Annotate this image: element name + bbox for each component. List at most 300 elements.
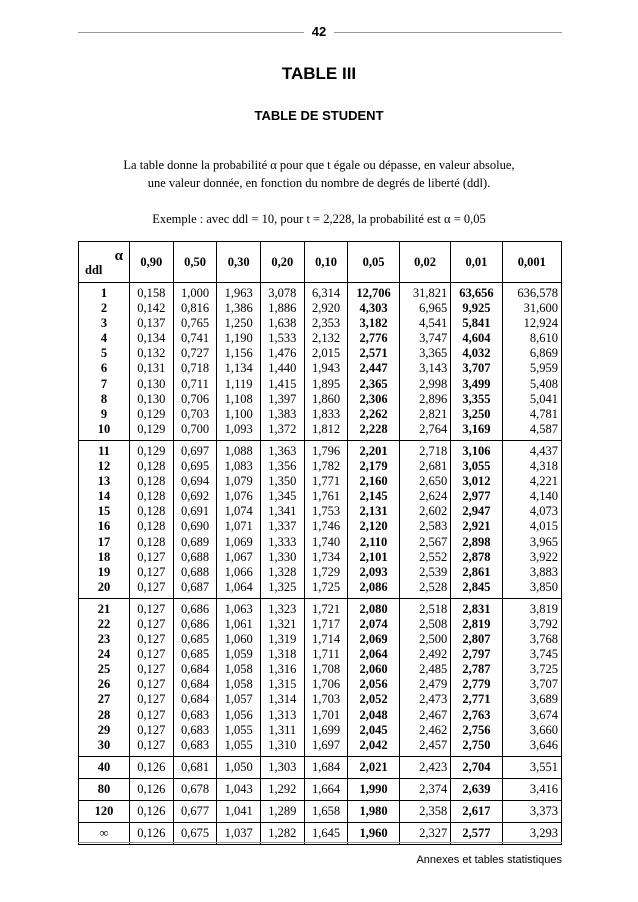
value-cell bbox=[502, 778, 561, 800]
table-value: 6,965 bbox=[419, 301, 448, 316]
value-cell bbox=[348, 801, 399, 823]
table-value: 0,689 bbox=[180, 534, 210, 549]
value-cell bbox=[261, 756, 305, 778]
table-value: 2,101 bbox=[359, 549, 388, 564]
table-value: 8,610 bbox=[529, 331, 558, 346]
page-subtitle: TABLE DE STUDENT bbox=[254, 108, 384, 123]
table-value: 1,761 bbox=[311, 489, 341, 504]
table-value: 0,683 bbox=[180, 707, 210, 722]
table-value: 0,700 bbox=[180, 421, 210, 436]
table-value: 3,674 bbox=[529, 707, 558, 722]
table-value: 12,924 bbox=[523, 316, 558, 331]
table-value: 1,055 bbox=[224, 722, 253, 737]
value-cell bbox=[451, 756, 502, 778]
ddl-value: 23 bbox=[97, 632, 111, 647]
table-value: 5,041 bbox=[529, 391, 558, 406]
table-value: 3,707 bbox=[529, 677, 558, 692]
table-value: 1,108 bbox=[224, 391, 253, 406]
table-value: 4,587 bbox=[529, 421, 558, 436]
ddl-value: 1 bbox=[100, 286, 108, 300]
table-value: 3,169 bbox=[462, 421, 491, 436]
table-value: 1,363 bbox=[268, 443, 297, 458]
table-value: 2,878 bbox=[462, 549, 491, 564]
column-header: 0,10 bbox=[304, 242, 348, 283]
table-value: 1,303 bbox=[268, 759, 297, 774]
value-cell bbox=[502, 756, 561, 778]
table-value: 2,896 bbox=[419, 391, 448, 406]
table-value: 3,182 bbox=[359, 316, 388, 331]
table-row-group bbox=[79, 440, 562, 598]
value-cell bbox=[304, 440, 348, 598]
table-value: 2,704 bbox=[462, 759, 491, 774]
value-cell bbox=[173, 598, 217, 756]
table-value: 3,745 bbox=[529, 647, 558, 662]
ddl-value: 7 bbox=[100, 376, 108, 391]
ddl-value: 30 bbox=[97, 737, 111, 752]
table-value: 1,314 bbox=[268, 692, 297, 707]
ddl-value: 20 bbox=[97, 579, 111, 594]
table-value: 1,037 bbox=[224, 826, 253, 841]
column-header: 0,001 bbox=[502, 242, 561, 283]
column-header: 0,05 bbox=[348, 242, 399, 283]
footer-rule bbox=[78, 842, 562, 843]
table-value: 1,313 bbox=[268, 707, 297, 722]
table-row-group bbox=[79, 778, 562, 800]
value-cell bbox=[173, 283, 217, 441]
table-value: 2,764 bbox=[419, 421, 448, 436]
table-value: 1,717 bbox=[311, 616, 341, 631]
table-value: 5,841 bbox=[462, 316, 491, 331]
table-value: 1,476 bbox=[268, 346, 297, 361]
table-value: 1,058 bbox=[224, 662, 253, 677]
table-value: 2,131 bbox=[359, 504, 388, 519]
table-value: 1,059 bbox=[224, 647, 253, 662]
value-cell bbox=[217, 440, 261, 598]
table-value: 1,796 bbox=[311, 443, 341, 458]
table-value: 1,533 bbox=[268, 331, 297, 346]
table-value: 2,179 bbox=[359, 459, 388, 474]
table-value: 3,355 bbox=[462, 391, 491, 406]
table-value: 1,708 bbox=[311, 662, 341, 677]
table-value: 3,143 bbox=[419, 361, 448, 376]
ddl-value: 8 bbox=[100, 391, 108, 406]
table-value: 2,485 bbox=[419, 662, 448, 677]
table-value: 2,650 bbox=[419, 474, 448, 489]
table-value: 3,551 bbox=[529, 759, 558, 774]
table-value: 636,578 bbox=[517, 286, 558, 300]
table-value: 0,765 bbox=[180, 316, 210, 331]
table-value: 0,703 bbox=[180, 406, 210, 421]
table-value: 2,160 bbox=[359, 474, 388, 489]
table-value: 2,776 bbox=[359, 331, 388, 346]
table-value: 0,128 bbox=[137, 474, 166, 489]
table-value: 1,638 bbox=[268, 316, 297, 331]
table-value: 2,447 bbox=[359, 361, 388, 376]
table-value: 3,922 bbox=[529, 549, 558, 564]
table-value: 5,408 bbox=[529, 376, 558, 391]
table-value: 2,920 bbox=[311, 301, 341, 316]
table-value: 1,703 bbox=[311, 692, 341, 707]
table-value: 3,707 bbox=[462, 361, 491, 376]
table-value: 0,687 bbox=[180, 579, 210, 594]
ddl-value: 13 bbox=[97, 474, 111, 489]
table-value: 1,083 bbox=[224, 459, 253, 474]
table-value: 2,145 bbox=[359, 489, 388, 504]
table-value: 2,479 bbox=[419, 677, 448, 692]
table-value: 2,756 bbox=[462, 722, 491, 737]
table-value: 0,706 bbox=[180, 391, 210, 406]
table-value: 2,080 bbox=[359, 601, 388, 616]
value-cell bbox=[451, 440, 502, 598]
table-value: 4,604 bbox=[462, 331, 491, 346]
ddl-value: 120 bbox=[94, 804, 114, 818]
table-value: 3,965 bbox=[529, 534, 558, 549]
table-value: 1,316 bbox=[268, 662, 297, 677]
table-value: 31,821 bbox=[412, 286, 448, 300]
ddl-value: 4 bbox=[100, 331, 108, 346]
table-value: 1,699 bbox=[311, 722, 341, 737]
table-value: 1,061 bbox=[224, 616, 253, 631]
table-value: 0,690 bbox=[180, 519, 210, 534]
value-cell bbox=[502, 801, 561, 823]
table-value: 2,306 bbox=[359, 391, 388, 406]
table-value: 2,086 bbox=[359, 579, 388, 594]
table-value: 2,015 bbox=[311, 346, 341, 361]
table-value: 0,697 bbox=[180, 443, 210, 458]
table-value: 0,683 bbox=[180, 722, 210, 737]
description-line-1: La table donne la probabilité α pour que t égale ou dépasse, en valeur absolue, bbox=[123, 158, 515, 172]
table-value: 3,819 bbox=[529, 601, 558, 616]
value-cell bbox=[304, 801, 348, 823]
table-value: 5,959 bbox=[529, 361, 558, 376]
value-cell bbox=[451, 778, 502, 800]
value-cell bbox=[261, 801, 305, 823]
table-value: 3,883 bbox=[529, 564, 558, 579]
table-value: 2,539 bbox=[419, 564, 448, 579]
value-cell bbox=[451, 801, 502, 823]
table-value: 1,397 bbox=[268, 391, 297, 406]
table-value: 2,228 bbox=[359, 421, 388, 436]
table-value: 0,129 bbox=[137, 443, 166, 458]
value-cell bbox=[304, 283, 348, 441]
table-value: 0,126 bbox=[137, 759, 166, 774]
table-value: 1,064 bbox=[224, 579, 253, 594]
table-value: 0,675 bbox=[180, 826, 210, 841]
value-cell bbox=[399, 801, 450, 823]
table-value: 1,076 bbox=[224, 489, 253, 504]
value-cell bbox=[399, 778, 450, 800]
table-value: 4,073 bbox=[529, 504, 558, 519]
table-value: 63,656 bbox=[459, 286, 494, 300]
value-cell bbox=[217, 801, 261, 823]
column-header: 0,30 bbox=[217, 242, 261, 283]
table-value: 1,318 bbox=[268, 647, 297, 662]
table-value: 0,127 bbox=[137, 632, 166, 647]
table-value: 0,816 bbox=[180, 301, 210, 316]
table-value: 0,128 bbox=[137, 534, 166, 549]
table-value: 2,052 bbox=[359, 692, 388, 707]
table-value: 0,137 bbox=[137, 316, 166, 331]
table-value: 4,032 bbox=[462, 346, 491, 361]
table-value: 0,127 bbox=[137, 722, 166, 737]
table-value: 2,583 bbox=[419, 519, 448, 534]
table-value: 1,980 bbox=[359, 804, 388, 818]
table-value: 1,071 bbox=[224, 519, 253, 534]
table-value: 1,043 bbox=[224, 781, 253, 796]
table-value: 0,130 bbox=[137, 391, 166, 406]
ddl-value: 28 bbox=[97, 707, 111, 722]
table-value: 1,325 bbox=[268, 579, 297, 594]
footer-text: Annexes et tables statistiques bbox=[416, 854, 562, 866]
table-value: 1,721 bbox=[311, 601, 341, 616]
value-cell bbox=[502, 283, 561, 441]
table-value: 3,747 bbox=[419, 331, 448, 346]
table-value: 1,333 bbox=[268, 534, 297, 549]
ddl-cell bbox=[79, 756, 130, 778]
table-value: 1,100 bbox=[224, 406, 253, 421]
table-value: 2,374 bbox=[419, 781, 448, 796]
table-value: 1,310 bbox=[268, 737, 297, 752]
table-value: 1,658 bbox=[311, 804, 341, 818]
table-value: 1,664 bbox=[311, 781, 341, 796]
table-value: 2,060 bbox=[359, 662, 388, 677]
table-value: 0,127 bbox=[137, 616, 166, 631]
table-value: 1,697 bbox=[311, 737, 341, 752]
table-value: 1,740 bbox=[311, 534, 341, 549]
value-cell bbox=[130, 598, 174, 756]
value-cell bbox=[130, 778, 174, 800]
table-value: 1,000 bbox=[180, 286, 210, 300]
table-value: 2,845 bbox=[462, 579, 491, 594]
table-value: 0,688 bbox=[180, 564, 210, 579]
value-cell bbox=[173, 440, 217, 598]
table-value: 1,074 bbox=[224, 504, 253, 519]
table-value: 0,681 bbox=[180, 759, 210, 774]
table-value: 2,201 bbox=[359, 443, 388, 458]
table-value: 0,686 bbox=[180, 601, 210, 616]
table-value: 1,746 bbox=[311, 519, 341, 534]
table-value: 2,462 bbox=[419, 722, 448, 737]
table-value: 0,741 bbox=[180, 331, 210, 346]
table-value: 2,567 bbox=[419, 534, 448, 549]
table-value: 2,617 bbox=[462, 804, 491, 818]
value-cell bbox=[502, 598, 561, 756]
description bbox=[60, 156, 578, 192]
table-value: 1,079 bbox=[224, 474, 253, 489]
table-value: 2,353 bbox=[311, 316, 341, 331]
value-cell bbox=[130, 756, 174, 778]
value-cell bbox=[261, 598, 305, 756]
ddl-value: 9 bbox=[100, 406, 108, 421]
table-value: 0,127 bbox=[137, 737, 166, 752]
value-cell bbox=[304, 778, 348, 800]
table-value: 3,373 bbox=[529, 804, 558, 818]
value-cell bbox=[348, 598, 399, 756]
table-value: 3,106 bbox=[462, 443, 491, 458]
table-value: 2,262 bbox=[359, 406, 388, 421]
table-value: 4,318 bbox=[529, 459, 558, 474]
table-value: 3,660 bbox=[529, 722, 558, 737]
value-cell bbox=[348, 778, 399, 800]
ddl-value: 17 bbox=[97, 534, 111, 549]
ddl-cell bbox=[79, 598, 130, 756]
value-cell bbox=[304, 598, 348, 756]
value-cell bbox=[217, 283, 261, 441]
table-row-group bbox=[79, 801, 562, 823]
page-number: 42 bbox=[0, 24, 638, 39]
table-value: 2,069 bbox=[359, 632, 388, 647]
table-value: 1,156 bbox=[224, 346, 253, 361]
value-cell bbox=[261, 440, 305, 598]
value-cell bbox=[173, 801, 217, 823]
table-value: 0,678 bbox=[180, 781, 210, 796]
table-value: 1,833 bbox=[311, 406, 341, 421]
value-cell bbox=[348, 440, 399, 598]
table-value: 0,727 bbox=[180, 346, 210, 361]
example-text: Exemple : avec ddl = 10, pour t = 2,228, la probabilité est α = 0,05 bbox=[152, 212, 486, 226]
table-value: 1,684 bbox=[311, 759, 341, 774]
table-value: 2,467 bbox=[419, 707, 448, 722]
table-value: 0,128 bbox=[137, 504, 166, 519]
value-cell bbox=[348, 756, 399, 778]
table-value: 3,850 bbox=[529, 579, 558, 594]
table-value: 4,140 bbox=[529, 489, 558, 504]
table-value: 1,093 bbox=[224, 421, 253, 436]
table-value: 1,943 bbox=[311, 361, 341, 376]
table-value: 0,127 bbox=[137, 564, 166, 579]
table-value: 3,012 bbox=[462, 474, 491, 489]
table-value: 2,681 bbox=[419, 459, 448, 474]
value-cell bbox=[399, 756, 450, 778]
table-value: 1,067 bbox=[224, 549, 253, 564]
table-value: 0,692 bbox=[180, 489, 210, 504]
table-value: 0,129 bbox=[137, 421, 166, 436]
ddl-value: 22 bbox=[97, 616, 111, 631]
table-value: 1,328 bbox=[268, 564, 297, 579]
table-value: 2,021 bbox=[359, 759, 388, 774]
table-value: 3,646 bbox=[529, 737, 558, 752]
table-value: 1,895 bbox=[311, 376, 341, 391]
ddl-value: 15 bbox=[97, 504, 111, 519]
table-value: 4,303 bbox=[359, 301, 388, 316]
table-value: 2,528 bbox=[419, 579, 448, 594]
ddl-value: 10 bbox=[97, 421, 111, 436]
table-value: 0,695 bbox=[180, 459, 210, 474]
table-value: 1,341 bbox=[268, 504, 297, 519]
table-value: 2,457 bbox=[419, 737, 448, 752]
ddl-value: 2 bbox=[100, 301, 108, 316]
table-value: 0,126 bbox=[137, 781, 166, 796]
table-value: 1,753 bbox=[311, 504, 341, 519]
table-value: 0,127 bbox=[137, 677, 166, 692]
table-value: 3,416 bbox=[529, 781, 558, 796]
table-value: 0,127 bbox=[137, 601, 166, 616]
table-value: 2,074 bbox=[359, 616, 388, 631]
table-value: 12,706 bbox=[356, 286, 391, 300]
table-value: 3,293 bbox=[529, 826, 558, 841]
table-value: 2,473 bbox=[419, 692, 448, 707]
table-value: 1,356 bbox=[268, 459, 297, 474]
table-value: 1,282 bbox=[268, 826, 297, 841]
ddl-cell bbox=[79, 440, 130, 598]
table-value: 1,119 bbox=[224, 376, 253, 391]
value-cell bbox=[399, 283, 450, 441]
table-value: 6,314 bbox=[311, 286, 341, 300]
table-value: 2,120 bbox=[359, 519, 388, 534]
table-value: 1,415 bbox=[268, 376, 297, 391]
table-value: 2,048 bbox=[359, 707, 388, 722]
table-value: 1,321 bbox=[268, 616, 297, 631]
table-value: 1,960 bbox=[359, 826, 388, 841]
table-value: 1,066 bbox=[224, 564, 253, 579]
table-value: 1,345 bbox=[268, 489, 297, 504]
student-table bbox=[78, 241, 562, 845]
table-value: 0,127 bbox=[137, 662, 166, 677]
table-value: 4,221 bbox=[529, 474, 558, 489]
table-value: 1,990 bbox=[359, 781, 388, 796]
table-value: 4,781 bbox=[529, 406, 558, 421]
table-value: 1,386 bbox=[224, 301, 253, 316]
table-value: 0,691 bbox=[180, 504, 210, 519]
table-value: 2,898 bbox=[462, 534, 491, 549]
table-value: 31,600 bbox=[523, 301, 558, 316]
table-value: 9,925 bbox=[462, 301, 491, 316]
value-cell bbox=[130, 801, 174, 823]
table-value: 0,677 bbox=[180, 804, 210, 818]
table-value: 1,060 bbox=[224, 632, 253, 647]
table-value: 2,500 bbox=[419, 632, 448, 647]
table-value: 2,365 bbox=[359, 376, 388, 391]
ddl-value: 40 bbox=[97, 759, 111, 774]
table-value: 1,069 bbox=[224, 534, 253, 549]
column-header: 0,02 bbox=[399, 242, 450, 283]
table-value: 2,042 bbox=[359, 737, 388, 752]
table-value: 0,129 bbox=[137, 406, 166, 421]
ddl-value: 80 bbox=[97, 781, 111, 796]
table-row-group bbox=[79, 283, 562, 441]
table-value: 2,624 bbox=[419, 489, 448, 504]
table-value: 4,015 bbox=[529, 519, 558, 534]
corner-header bbox=[79, 242, 130, 283]
value-cell bbox=[399, 440, 450, 598]
table-value: 4,437 bbox=[529, 443, 558, 458]
table-value: 2,718 bbox=[419, 443, 448, 458]
table-value: 2,787 bbox=[462, 662, 491, 677]
table-value: 0,127 bbox=[137, 549, 166, 564]
value-cell bbox=[173, 778, 217, 800]
table-value: 0,158 bbox=[137, 286, 166, 300]
ddl-value: 26 bbox=[97, 677, 111, 692]
table-row-group bbox=[79, 598, 562, 756]
table-value: 1,292 bbox=[268, 781, 297, 796]
table-value: 1,771 bbox=[311, 474, 341, 489]
table-value: 4,541 bbox=[419, 316, 448, 331]
value-cell bbox=[399, 598, 450, 756]
table-value: 1,330 bbox=[268, 549, 297, 564]
table-value: 1,057 bbox=[224, 692, 253, 707]
table-value: 1,729 bbox=[311, 564, 341, 579]
table-value: 3,689 bbox=[529, 692, 558, 707]
table-value: 0,686 bbox=[180, 616, 210, 631]
table-value: 2,831 bbox=[462, 601, 491, 616]
table-value: 3,725 bbox=[529, 662, 558, 677]
table-value: 1,714 bbox=[311, 632, 341, 647]
table-header-row bbox=[79, 242, 562, 283]
table-value: 1,250 bbox=[224, 316, 253, 331]
table-value: 3,792 bbox=[529, 616, 558, 631]
table-value: 2,358 bbox=[419, 804, 448, 818]
table-value: 3,055 bbox=[462, 459, 491, 474]
